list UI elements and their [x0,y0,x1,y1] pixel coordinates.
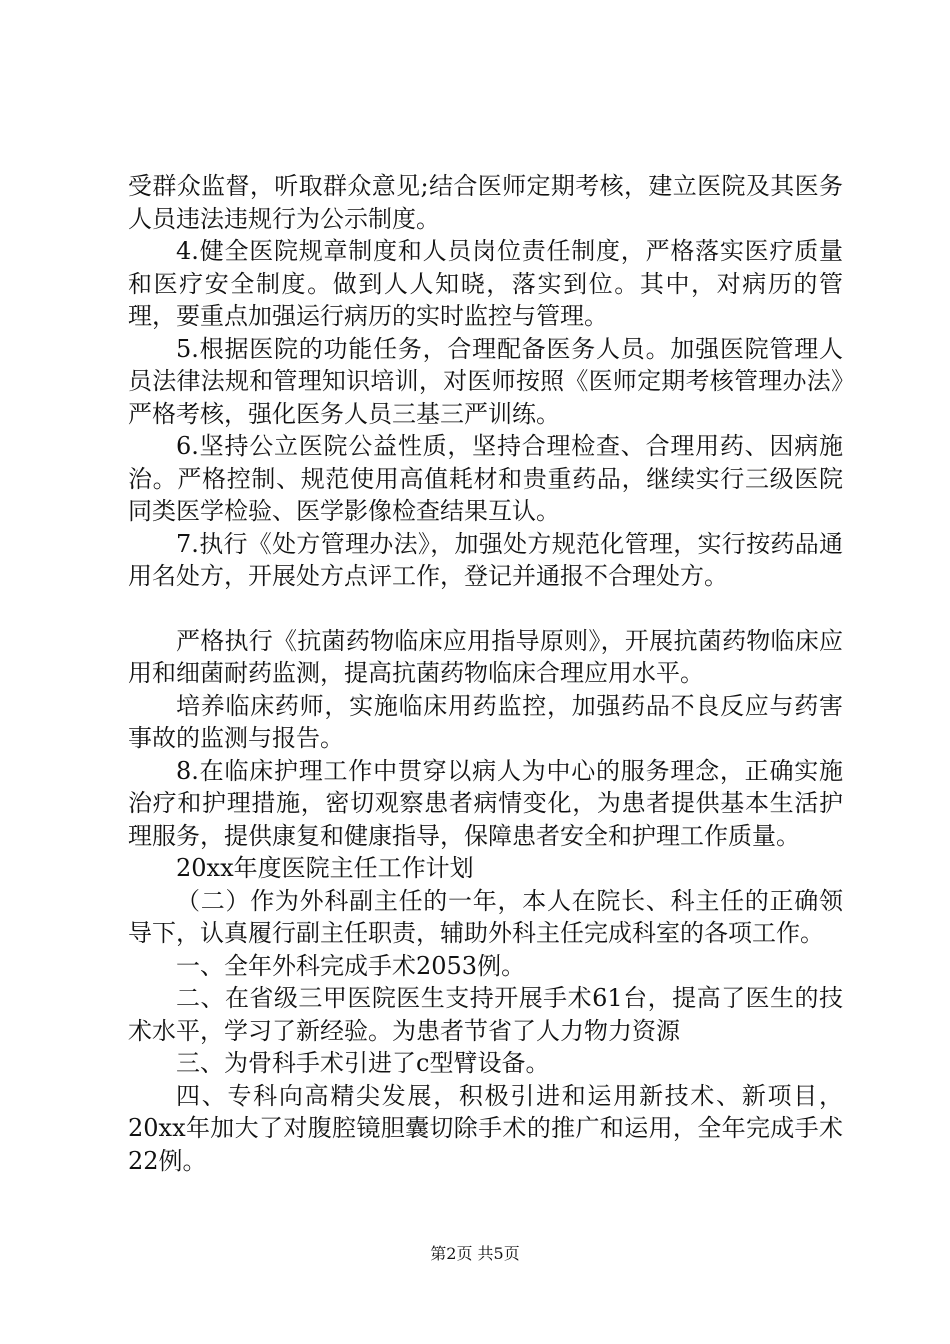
paragraph-point-3: 三、为骨科手术引进了c型臂设备。 [176,1049,550,1077]
paragraph-point-2: 二、在省级三甲医院医生支持开展手术61台，提高了医生的技术水平，学习了新经验。为患者节省了人力物力资源 [128,984,843,1045]
paragraph-antibiotics: 严格执行《抗菌药物临床应用指导原则》，开展抗菌药物临床应用和细菌耐药监测，提高抗菌药物临床合理应用水平。 [128,626,843,687]
page-number-footer: 第2页 共5页 [430,1244,520,1263]
paragraph-gap [128,593,843,625]
paragraph-item-5: 5.根据医院的功能任务，合理配备医务人员。加强医院管理人员法律法规和管理知识培训，对医师按照《医师定期考核管理办法》严格考核，强化医务人员三基三严训练。 [128,334,843,428]
paragraph-item-6: 6.坚持公立医院公益性质，坚持合理检查、合理用药、因病施治。严格控制、规范使用高值耗材和贵重药品，继续实行三级医院同类医学检验、医学影像检查结果互认。 [128,432,843,525]
paragraph-point-4: 四、专科向高精尖发展，积极引进和运用新技术、新项目，20xx年加大了对腹腔镜胆囊切除手术的推广和运用，全年完成手术22例。 [128,1081,843,1175]
paragraph-item-4: 4.健全医院规章制度和人员岗位责任制度，严格落实医疗质量和医疗安全制度。做到人人知晓，落实到位。其中，对病历的管理，要重点加强运行病历的实时监控与管理。 [128,237,843,330]
paragraph-public-disclosure: 受群众监督，听取群众意见;结合医师定期考核，建立医院及其医务人员违法违规行为公示制度。 [128,172,843,233]
paragraph-item-8: 8.在临床护理工作中贯穿以病人为中心的服务理念，正确实施治疗和护理措施，密切观察患者病情变化，为患者提供基本生活护理服务，提供康复和健康指导，保障患者安全和护理工作质量。 [128,756,843,850]
paragraph-item-7: 7.执行《处方管理办法》，加强处方规范化管理，实行按药品通用名处方，开展处方点评工作，登记并通报不合理处方。 [128,529,843,590]
paragraph-section-2: （二）作为外科副主任的一年，本人在院长、科主任的正确领导下，认真履行副主任职责，辅助外科主任完成科室的各项工作。 [128,886,843,947]
paragraph-clinical-pharmacist: 培养临床药师，实施临床用药监控，加强药品不良反应与药害事故的监测与报告。 [128,691,843,752]
paragraph-point-1: 一、全年外科完成手术2053例。 [176,951,526,980]
section-heading: 20xx年度医院主任工作计划 [176,854,474,882]
document-body [128,170,843,1177]
